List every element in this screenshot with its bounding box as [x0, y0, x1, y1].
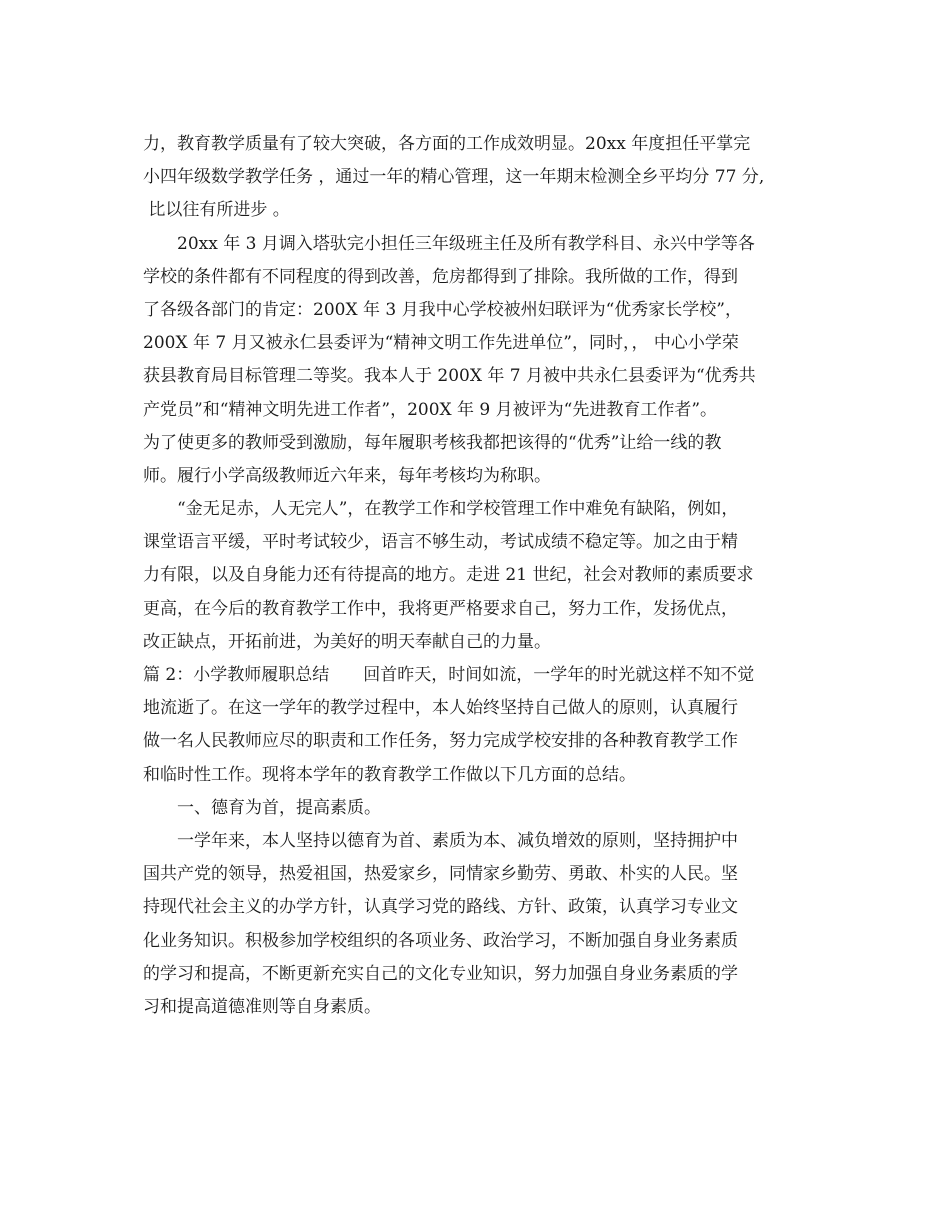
text-line-27: 习和提高道德准则等自身素质。 [143, 996, 381, 1017]
text-line-3: 比以往有所进步 。 [143, 200, 290, 221]
text-line-20: 和临时性工作。现将本学年的教育教学工作做以下几方面的总结。 [143, 764, 636, 785]
text-line-16: 改正缺点，开拓前进，为美好的明天奉献自己的力量。 [143, 631, 551, 652]
text-line-1: 力，教育教学质量有了较大突破，各方面的工作成效明显。20xx 年度担任平掌完 [143, 134, 751, 154]
text-line-12: “金无足赤，人无完人”，在教学工作和学校管理工作中难免有缺陷，例如， [143, 499, 739, 520]
text-line-14: 力有限，以及自身能力还有待提高的地方。走进 21 世纪，社会对教师的素质要求 [143, 565, 754, 586]
text-line-25: 化业务知识。积极参加学校组织的各项业务、政治学习，不断加强自身业务素质 [143, 930, 738, 951]
text-line-9: 产党员”和“精神文明先进工作者”，200X 年 9 月被评为“先进教育工作者”。 [143, 399, 718, 420]
text-line-24: 持现代社会主义的办学方针，认真学习党的路线、方针、政策，认真学习专业文 [143, 897, 738, 918]
text-line-10: 为了使更多的教师受到激励，每年履职考核我都把该得的“优秀”让给一线的教 [143, 432, 722, 453]
document-body [143, 128, 833, 1024]
text-line-4: 20xx 年 3 月调入塔驮完小担任三年级班主任及所有教学科目、永兴中学等各 [143, 233, 755, 254]
text-line-13: 课堂语言平缓，平时考试较少，语言不够生动，考试成绩不稳定等。加之由于精 [143, 532, 738, 553]
text-line-23: 国共产党的领导，热爱祖国，热爱家乡，同情家乡勤劳、勇敢、朴实的人民。坚 [143, 864, 738, 885]
text-line-6: 了各级各部门的肯定：200X 年 3 月我中心学校被州妇联评为“优秀家长学校”， [143, 299, 742, 320]
text-line-7: 200X 年 7 月又被永仁县委评为“精神文明工作先进单位”，同时，， 中心小学荣 [143, 333, 739, 354]
text-line-5: 学校的条件都有不同程度的得到改善，危房都得到了排除。我所做的工作，得到 [143, 266, 738, 287]
text-line-17: 篇 2：小学教师履职总结 回首昨天，时间如流，一学年的时光就这样不知不觉 [143, 665, 755, 685]
text-line-8: 获县教育局目标管理二等奖。我本人于 200X 年 7 月被中共永仁县委评为“优秀共 [143, 366, 756, 387]
text-line-11: 师。履行小学高级教师近六年来，每年考核均为称职。 [143, 465, 551, 486]
text-line-26: 的学习和提高，不断更新充实自己的文化专业知识，努力加强自身业务素质的学 [143, 963, 738, 984]
text-line-22: 一学年来，本人坚持以德育为首、素质为本、减负增效的原则，坚持拥护中 [143, 830, 738, 851]
text-line-2: 小四年级数学教学任务 ，通过一年的精心管理，这一年期末检测全乡平均分 77 分, [143, 167, 765, 188]
text-line-15: 更高，在今后的教育教学工作中，我将更严格要求自己，努力工作，发扬优点， [143, 598, 738, 619]
text-line-18: 地流逝了。在这一学年的教学过程中，本人始终坚持自己做人的原则，认真履行 [143, 698, 738, 719]
text-line-21: 一、德育为首，提高素质。 [143, 797, 381, 818]
text-line-19: 做一名人民教师应尽的职责和工作任务，努力完成学校安排的各种教育教学工作 [143, 731, 738, 752]
